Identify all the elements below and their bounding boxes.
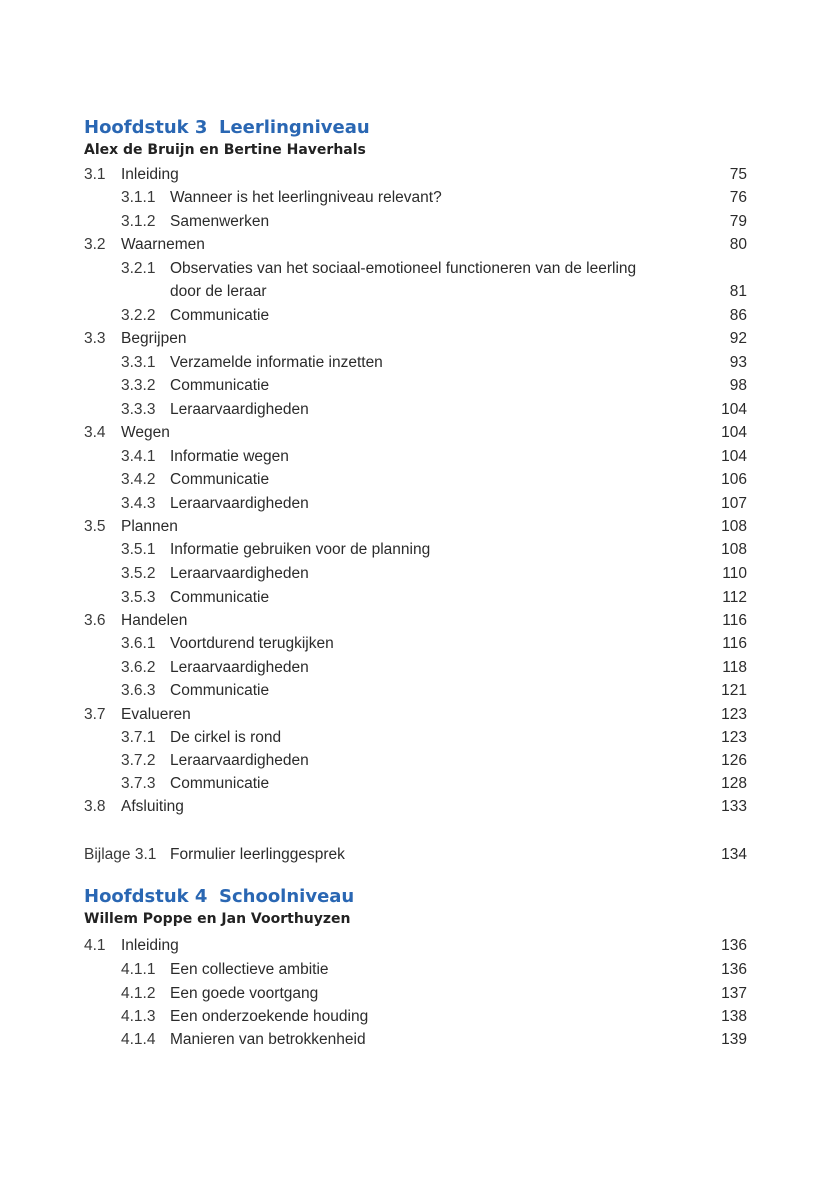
entry-number: 3.1.2 bbox=[121, 213, 156, 230]
entry-title: Communicatie bbox=[170, 775, 270, 792]
entry-number: 4.1.2 bbox=[121, 985, 156, 1002]
entry-title: Wegen bbox=[121, 424, 170, 441]
entry-title: Inleiding bbox=[121, 937, 179, 954]
entry-title: Een goede voortgang bbox=[170, 985, 319, 1002]
entry-page: 116 bbox=[722, 635, 747, 652]
entry-page: 126 bbox=[721, 752, 747, 769]
entry-page: 79 bbox=[729, 213, 747, 230]
entry-page: 98 bbox=[729, 377, 747, 394]
entry-number: 3.2.1 bbox=[121, 260, 156, 277]
entry-page: 108 bbox=[721, 518, 747, 535]
toc-entry[interactable] bbox=[0, 958, 838, 981]
entry-title: Informatie gebruiken voor de planning bbox=[170, 541, 431, 558]
entry-number: 3.4.2 bbox=[121, 471, 156, 488]
entry-number: 3.4.3 bbox=[121, 495, 156, 512]
toc-entry[interactable] bbox=[0, 351, 838, 374]
entry-page: 123 bbox=[721, 706, 747, 723]
chapter-name: Leerlingniveau bbox=[219, 117, 370, 138]
toc-entry[interactable] bbox=[0, 586, 838, 609]
toc-entry[interactable] bbox=[0, 186, 838, 209]
entry-page: 107 bbox=[721, 495, 747, 512]
chapter-label: Hoofdstuk 3 bbox=[84, 117, 208, 138]
toc-entry[interactable] bbox=[0, 934, 838, 957]
entry-page: 112 bbox=[722, 589, 747, 606]
toc-entry[interactable] bbox=[0, 772, 838, 795]
toc-entry[interactable] bbox=[0, 679, 838, 702]
entry-title: Afsluiting bbox=[121, 798, 184, 815]
toc-appendix-entry[interactable] bbox=[0, 843, 838, 866]
toc-entry[interactable] bbox=[0, 233, 838, 256]
toc-entry[interactable] bbox=[0, 703, 838, 726]
toc-entry[interactable] bbox=[0, 327, 838, 350]
toc-entry[interactable] bbox=[0, 515, 838, 538]
entry-number: 3.1 bbox=[84, 166, 106, 183]
entry-title: Communicatie bbox=[170, 307, 270, 324]
entry-number: 3.3 bbox=[84, 330, 106, 347]
toc-entry[interactable] bbox=[0, 982, 838, 1005]
toc-entry[interactable] bbox=[0, 445, 838, 468]
entry-title: Een onderzoekende houding bbox=[170, 1008, 369, 1025]
entry-number: 3.7 bbox=[84, 706, 106, 723]
toc-entry[interactable] bbox=[0, 562, 838, 585]
toc-entry[interactable] bbox=[0, 656, 838, 679]
entry-title: Informatie wegen bbox=[170, 448, 289, 465]
entry-number: 3.6.3 bbox=[121, 682, 156, 699]
entry-title: Communicatie bbox=[170, 682, 270, 699]
entry-page: 104 bbox=[721, 448, 747, 465]
entry-page: 108 bbox=[721, 541, 747, 558]
chapter-3-authors: Alex de Bruijn en Bertine Haverhals bbox=[84, 142, 366, 158]
entry-number: 3.4.1 bbox=[121, 448, 156, 465]
toc-entry[interactable] bbox=[0, 632, 838, 655]
entry-number: 3.5.2 bbox=[121, 565, 156, 582]
entry-title: Evalueren bbox=[121, 706, 191, 723]
toc-entry[interactable] bbox=[0, 421, 838, 444]
entry-title: Leraarvaardigheden bbox=[170, 752, 309, 769]
toc-entry[interactable] bbox=[0, 1028, 838, 1051]
entry-title: Samenwerken bbox=[170, 213, 270, 230]
entry-number: 3.6.1 bbox=[121, 635, 156, 652]
entry-page: 123 bbox=[721, 729, 747, 746]
entry-title: Voortdurend terugkijken bbox=[170, 635, 334, 652]
entry-number: 3.2.2 bbox=[121, 307, 156, 324]
entry-page: 110 bbox=[722, 565, 747, 582]
toc-entry[interactable] bbox=[0, 492, 838, 515]
entry-number: 3.7.1 bbox=[121, 729, 156, 746]
entry-number: 3.7.3 bbox=[121, 775, 156, 792]
entry-title: De cirkel is rond bbox=[170, 729, 282, 746]
entry-page: 139 bbox=[721, 1031, 747, 1048]
chapter-4-authors: Willem Poppe en Jan Voorthuyzen bbox=[84, 911, 351, 927]
entry-title: Een collectieve ambitie bbox=[170, 961, 329, 978]
entry-page: 138 bbox=[721, 1008, 747, 1025]
entry-page: 106 bbox=[721, 471, 747, 488]
entry-title: Waarnemen bbox=[121, 236, 205, 253]
entry-page: 93 bbox=[729, 354, 747, 371]
entry-title: Inleiding bbox=[121, 166, 179, 183]
entry-number: 4.1 bbox=[84, 937, 106, 954]
appendix-number: Bijlage 3.1 bbox=[84, 846, 157, 863]
entry-page: 104 bbox=[721, 424, 747, 441]
entry-page: 76 bbox=[729, 189, 747, 206]
toc-entry[interactable] bbox=[0, 795, 838, 818]
entry-title: Manieren van betrokkenheid bbox=[170, 1031, 366, 1048]
chapter-name: Schoolniveau bbox=[219, 886, 355, 907]
entry-title: Observaties van het sociaal-emotioneel functioneren van de leerling bbox=[170, 260, 637, 277]
toc-entry[interactable] bbox=[0, 538, 838, 561]
entry-page: 136 bbox=[721, 937, 747, 954]
entry-page: 136 bbox=[721, 961, 747, 978]
toc-entry[interactable] bbox=[0, 374, 838, 397]
toc-entry[interactable] bbox=[0, 726, 838, 749]
entry-title: Verzamelde informatie inzetten bbox=[170, 354, 383, 371]
entry-number: 4.1.3 bbox=[121, 1008, 156, 1025]
entry-number: 3.4 bbox=[84, 424, 106, 441]
entry-number: 3.3.3 bbox=[121, 401, 156, 418]
toc-entry[interactable] bbox=[0, 210, 838, 233]
entry-title: Leraarvaardigheden bbox=[170, 565, 309, 582]
entry-page: 92 bbox=[729, 330, 747, 347]
appendix-title: Formulier leerlinggesprek bbox=[170, 846, 345, 863]
entry-page: 116 bbox=[722, 612, 747, 629]
entry-number: 3.5.1 bbox=[121, 541, 156, 558]
toc-entry[interactable] bbox=[0, 163, 838, 186]
entry-page: 80 bbox=[729, 236, 747, 253]
entry-title: Leraarvaardigheden bbox=[170, 401, 309, 418]
entry-page: 86 bbox=[729, 307, 747, 324]
entry-title: Wanneer is het leerlingniveau relevant? bbox=[170, 189, 442, 206]
appendix-page: 134 bbox=[721, 846, 747, 863]
entry-number: 4.1.4 bbox=[121, 1031, 156, 1048]
entry-number: 3.5.3 bbox=[121, 589, 156, 606]
chapter-4-title bbox=[84, 886, 354, 907]
entry-number: 4.1.1 bbox=[121, 961, 156, 978]
entry-title: Leraarvaardigheden bbox=[170, 659, 309, 676]
entry-number: 3.7.2 bbox=[121, 752, 156, 769]
toc-entry[interactable] bbox=[0, 304, 838, 327]
toc-entry[interactable] bbox=[0, 398, 838, 421]
entry-number: 3.3.2 bbox=[121, 377, 156, 394]
entry-title: Communicatie bbox=[170, 471, 270, 488]
entry-number: 3.6.2 bbox=[121, 659, 156, 676]
entry-title: Leraarvaardigheden bbox=[170, 495, 309, 512]
entry-number: 3.3.1 bbox=[121, 354, 156, 371]
entry-page: 104 bbox=[721, 401, 747, 418]
entry-title: door de leraar bbox=[170, 283, 267, 300]
entry-page: 137 bbox=[721, 985, 747, 1002]
chapter-label: Hoofdstuk 4 bbox=[84, 886, 208, 907]
entry-title: Plannen bbox=[121, 518, 178, 535]
toc-entry-continuation[interactable] bbox=[0, 280, 838, 303]
entry-title: Begrijpen bbox=[121, 330, 187, 347]
entry-page: 75 bbox=[729, 166, 747, 183]
entry-number: 3.5 bbox=[84, 518, 106, 535]
entry-page: 128 bbox=[721, 775, 747, 792]
entry-page: 118 bbox=[722, 659, 747, 676]
chapter-3-title bbox=[84, 117, 370, 138]
toc-entry[interactable] bbox=[0, 468, 838, 491]
entry-number: 3.6 bbox=[84, 612, 106, 629]
entry-page: 81 bbox=[729, 283, 747, 300]
toc-entry[interactable] bbox=[0, 1005, 838, 1028]
entry-page: 121 bbox=[721, 682, 747, 699]
toc-entry[interactable] bbox=[0, 609, 838, 632]
entry-title: Communicatie bbox=[170, 377, 270, 394]
entry-number: 3.8 bbox=[84, 798, 106, 815]
toc-entry[interactable] bbox=[0, 749, 838, 772]
entry-page: 133 bbox=[721, 798, 747, 815]
entry-number: 3.2 bbox=[84, 236, 106, 253]
entry-title: Communicatie bbox=[170, 589, 270, 606]
entry-number: 3.1.1 bbox=[121, 189, 156, 206]
entry-title: Handelen bbox=[121, 612, 188, 629]
toc-entry[interactable] bbox=[0, 257, 838, 280]
